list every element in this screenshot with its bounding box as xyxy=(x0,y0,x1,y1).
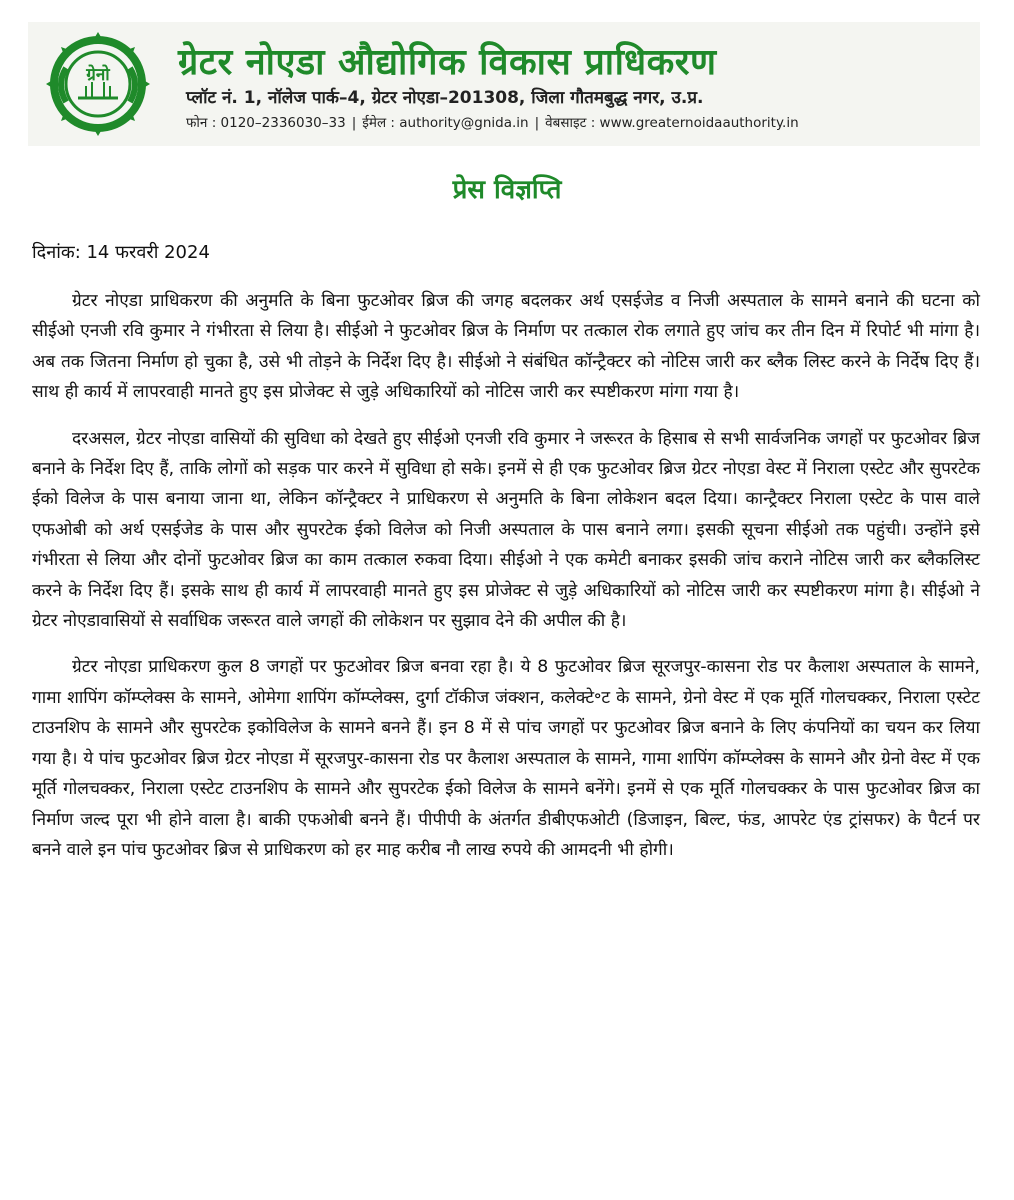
email-address[interactable]: ईमेल : authority@gnida.in xyxy=(362,115,529,131)
organization-address: प्लॉट नं. 1, नॉलेज पार्क–4, ग्रेटर नोएडा–201308, जिला गौतमबुद्ध नगर, उ.प्र. xyxy=(186,88,704,108)
release-date: दिनांक: 14 फरवरी 2024 xyxy=(32,242,210,263)
paragraph-2: दरअसल, ग्रेटर नोएडा वासियों की सुविधा को देखते हुए सीईओ एनजी रवि कुमार ने जरूरत के हिसाब से सभी सार्वजनिक जगहों पर फुटओवर ब्रिज बनाने के निर्देश दिए हैं, ताकि लोगों को सड़क पार करने में सुविधा हो सके। इनमें से ही एक फुटओवर ब्रिज ग्रेटर नोएडा वेस्ट में निराला एस्टेट और सुपरटेक ईको विलेज के पास बनाया जाना था, लेकिन कॉन्ट्रैक्टर ने प्राधिकरण से अनुमति के बिना लोकेशन बदल दिया। कान्ट्रैक्टर निराला एस्टेट के पास वाले एफओबी को अर्थ एसईजेड के पास और सुपरटेक ईको विलेज को निजी अस्पताल के पास बनाने लगा। इसकी सूचना सीईओ तक पहुंची। उन्होंने इसे गंभीरता से लिया और दोनों फुटओवर ब्रिज का काम तत्काल रुकवा दिया। सीईओ ने एक कमेटी बनाकर इसकी जांच कराने नोटिस जारी कर ब्लैकलिस्ट करने के निर्देश दिए हैं। इसके साथ ही कार्य में लापरवाही मानते हुए इस प्रोजेक्ट से जुड़े अधिकारियों को नोटिस जारी कर स्पष्टीकरण मांगा है। सीईओ ने ग्रेटर नोएडावासियों से सर्वाधिक जरूरत वाले जगहों की लोकेशन पर सुझाव देने की अपील की है। xyxy=(32,428,980,632)
organization-name: ग्रेटर नोएडा औद्योगिक विकास प्राधिकरण xyxy=(178,42,717,83)
press-release-body xyxy=(32,286,980,881)
contact-line: फोन : 0120–2336030–33 | ईमेल : authority@gnida.in | वेबसाइट : www.greaternoidaauthority.in xyxy=(186,115,799,131)
authority-logo xyxy=(42,28,154,140)
paragraph-3: ग्रेटर नोएडा प्राधिकरण कुल 8 जगहों पर फुटओवर ब्रिज बनवा रहा है। ये 8 फुटओवर ब्रिज सूरजपुर-कासना रोड पर कैलाश अस्पताल के सामने, गामा शापिंग कॉम्प्लेक्स के सामने, ओमेगा शापिंग कॉम्प्लेक्स, दुर्गा टॉकीज जंक्शन, कलेक्टे॰ट के सामने, ग्रेनो वेस्ट में एक मूर्ति गोलचक्कर, निराला एस्टेट टाउनशिप के सामने और सुपरटेक इकोविलेज के सामने बनने हैं। इन 8 में से पांच जगहों पर फुटओवर ब्रिज बनाने के लिए कंपनियों का चयन कर लिया गया है। ये पांच फुटओवर ब्रिज ग्रेटर नोएडा में सूरजपुर-कासना रोड पर कैलाश अस्पताल के सामने, गामा शापिंग कॉम्प्लेक्स के सामने और ग्रेनो वेस्ट में एक मूर्ति गोलचक्कर, निराला एस्टेट टाउनशिप के सामने और सुपरटेक ईको विलेज के सामने बनेंगे। इनमें से एक मूर्ति गोलचक्कर के पास फुटओवर ब्रिज का निर्माण जल्द पूरा भी होने वाला है। बाकी एफओबी बनने हैं। पीपीपी के अंतर्गत डीबीएफओटी (डिजाइन, बिल्ट, फंड, आपरेट एंड ट्रांसफर) के पैटर्न पर बनने वाले इन पांच फुटओवर ब्रिज से प्राधिकरण को हर माह करीब नौ लाख रुपये की आमदनी भी होगी। xyxy=(32,657,980,860)
logo-text: ग्रेनो xyxy=(86,65,110,85)
letterhead xyxy=(28,22,980,146)
phone-number: फोन : 0120–2336030–33 xyxy=(186,115,346,131)
page-title: प्रेस विज्ञप्ति xyxy=(452,175,562,205)
paragraph-1: ग्रेटर नोएडा प्राधिकरण की अनुमति के बिना फुटओवर ब्रिज की जगह बदलकर अर्थ एसईजेड व निजी अस्पताल के सामने बनाने की घटना को सीईओ एनजी रवि कुमार ने गंभीरता से लिया है। सीईओ ने फुटओवर ब्रिज के निर्माण पर तत्काल रोक लगाते हुए जांच कर तीन दिन में रिपोर्ट भी मांगा है। अब तक जितना निर्माण हो चुका है, उसे भी तोड़ने के निर्देश दिए है। सीईओ ने संबंधित कॉन्ट्रैक्टर को नोटिस जारी कर ब्लैक लिस्ट करने के निर्देष दिए हैं। साथ ही कार्य में लापरवाही मानते हुए इस प्रोजेक्ट से जुड़े अधिकारियों को नोटिस जारी कर स्पष्टीकरण मांगा गया है। xyxy=(32,291,980,403)
gear-leaf-logo-icon xyxy=(42,28,154,140)
website-link[interactable]: वेबसाइट : www.greaternoidaauthority.in xyxy=(545,115,799,131)
